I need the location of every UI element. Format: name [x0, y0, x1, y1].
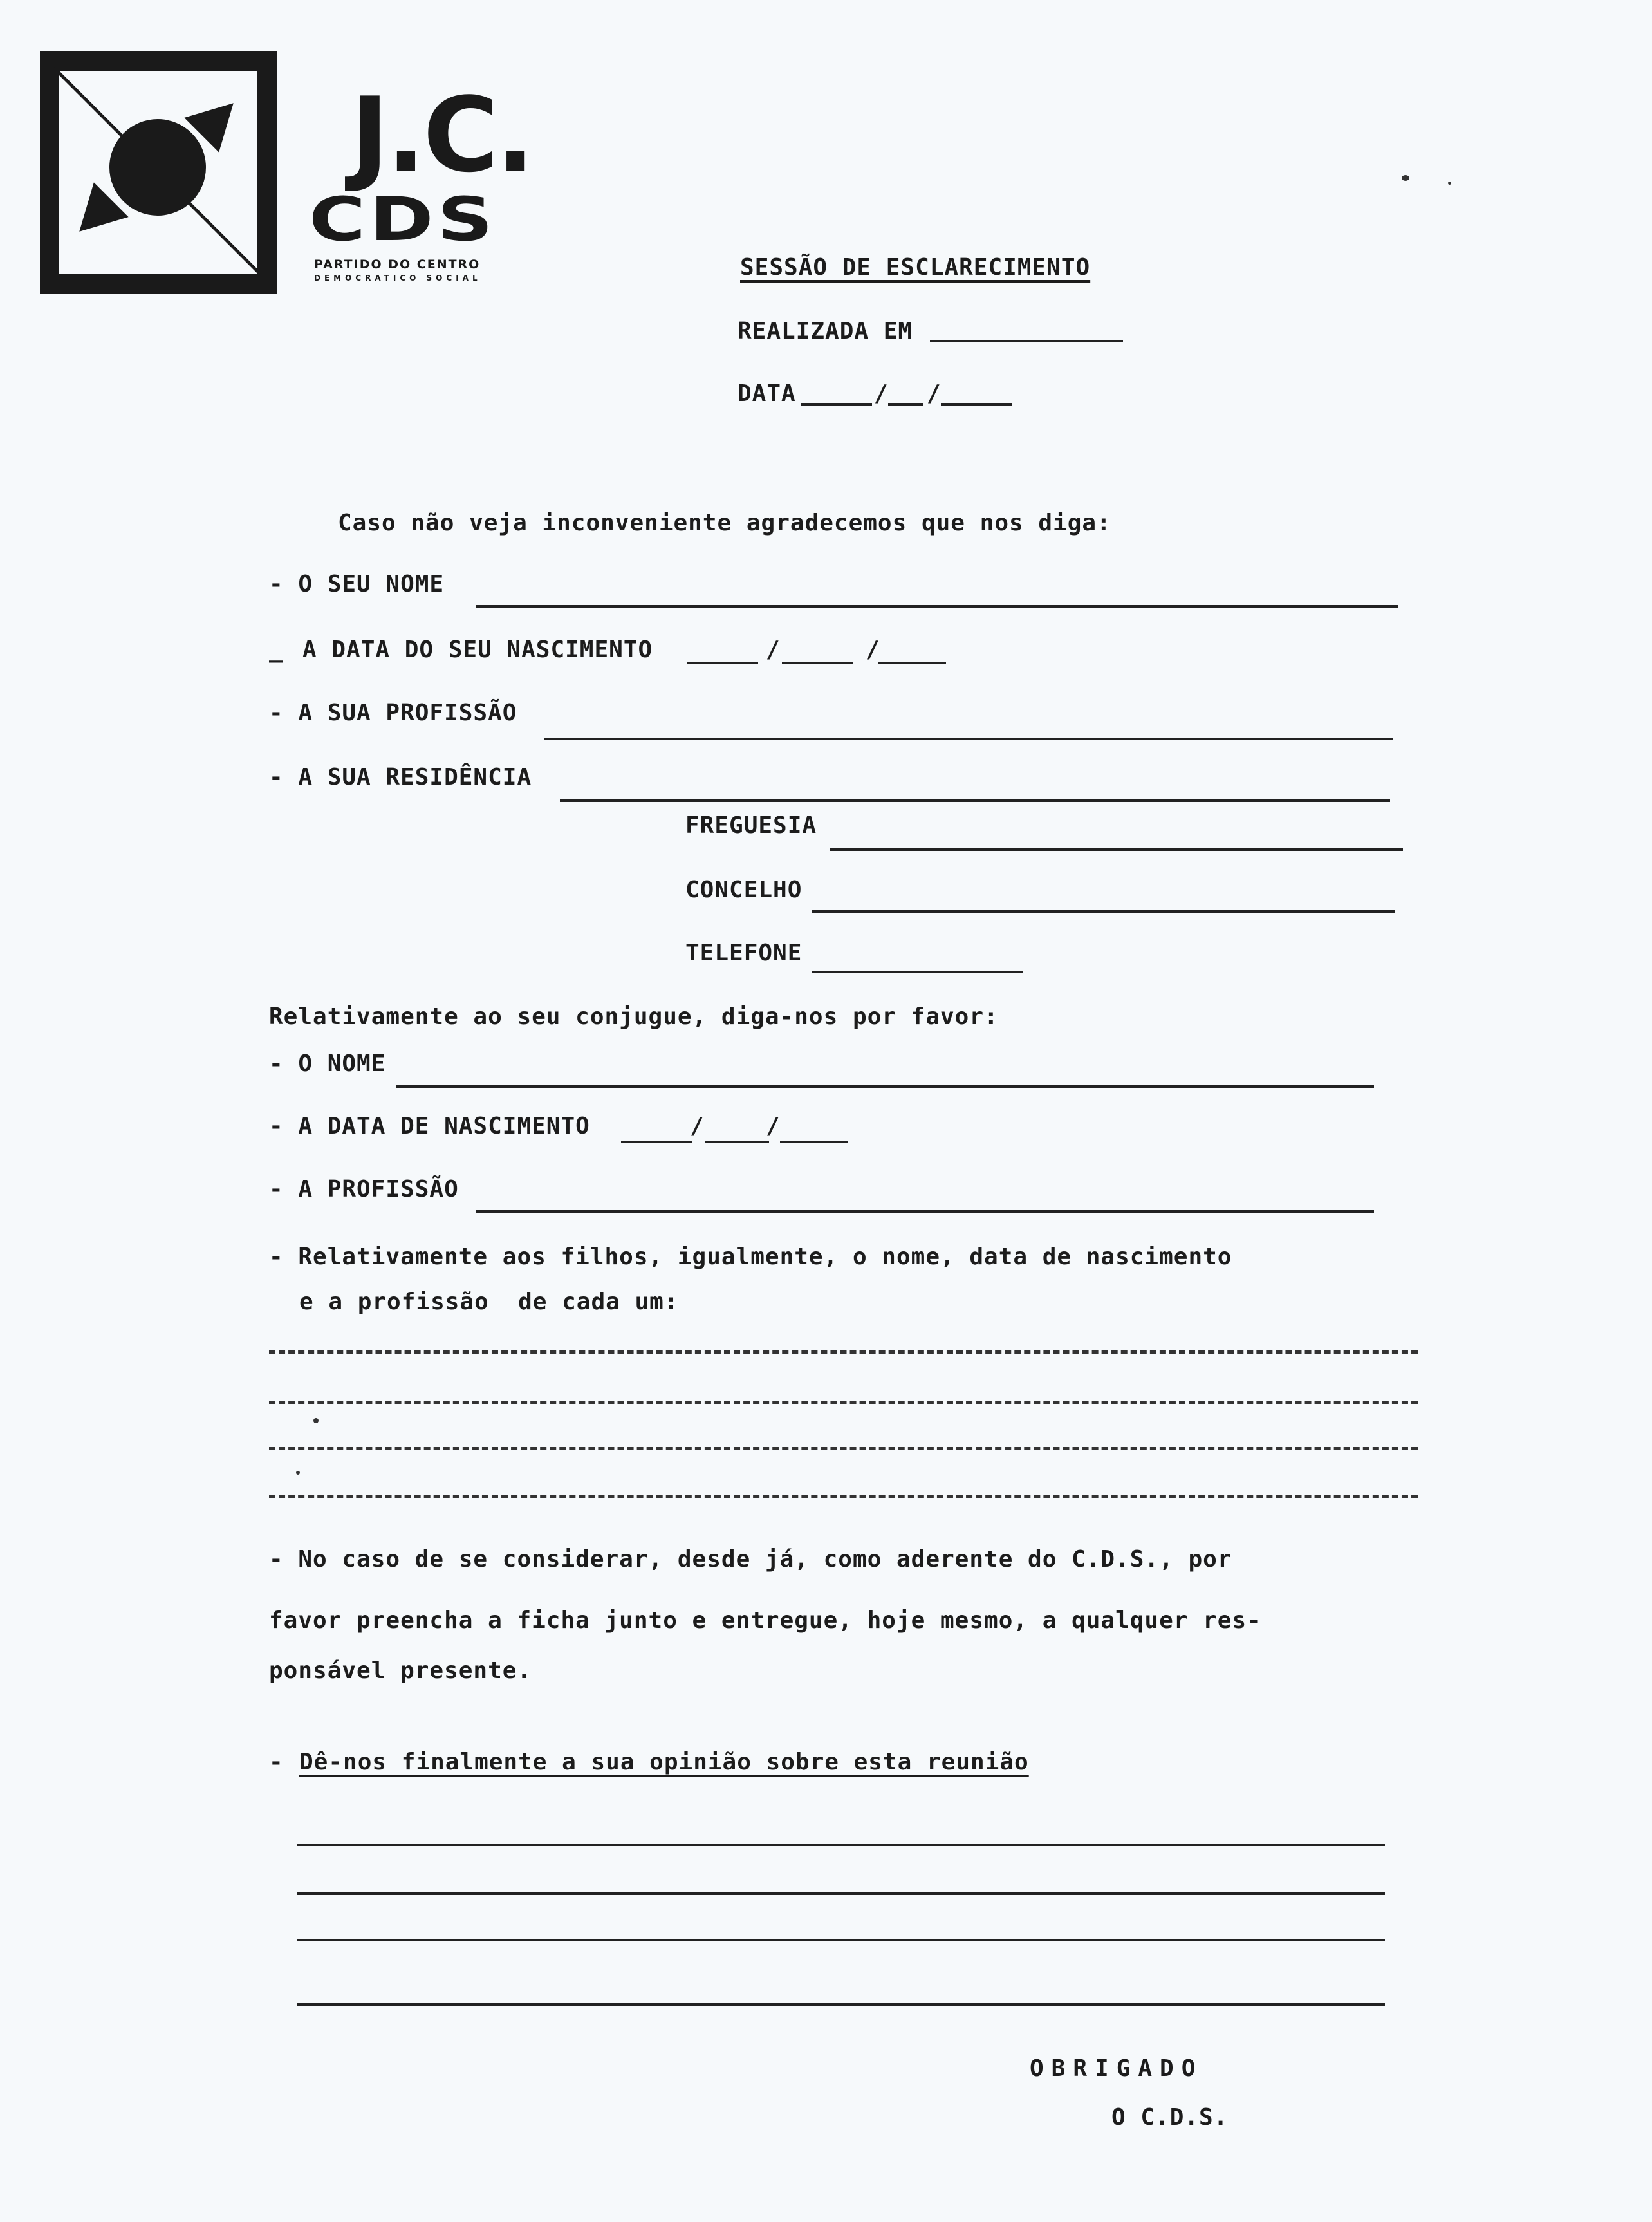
residence-label: - A SUA RESIDÊNCIA — [269, 764, 532, 790]
date-year-field[interactable] — [941, 403, 1012, 406]
signature-text: O C.D.S. — [1111, 2104, 1229, 2131]
held-at-field[interactable] — [930, 340, 1123, 342]
opinion-line-1[interactable] — [297, 1844, 1385, 1846]
council-field[interactable] — [812, 910, 1395, 913]
name-field[interactable] — [476, 605, 1398, 608]
phone-label: TELEFONE — [685, 940, 803, 966]
spouse-profession-label: - A PROFISSÃO — [269, 1176, 459, 1202]
phone-field[interactable] — [812, 971, 1023, 973]
birth-year-field[interactable] — [878, 662, 946, 664]
held-at-label: REALIZADA EM — [738, 318, 913, 344]
logo-ball-icon — [109, 119, 206, 216]
children-line-4[interactable] — [269, 1495, 1418, 1498]
spouse-birth-separator: / — [766, 1113, 781, 1139]
brand-subtitle-1: PARTIDO DO CENTRO — [314, 257, 481, 272]
birth-label: A DATA DO SEU NASCIMENTO — [302, 637, 653, 663]
profession-field[interactable] — [544, 738, 1393, 740]
birth-separator: / — [766, 637, 781, 663]
brand-name: CDS — [309, 185, 497, 255]
opinion-line-3[interactable] — [297, 1939, 1385, 1941]
children-instructions-2: e a profissão de cada um: — [299, 1289, 679, 1315]
brand-initials: J.C. — [351, 75, 533, 195]
children-instructions-1: - Relativamente aos filhos, igualmente, o nome, data de nascimento — [269, 1244, 1232, 1270]
parish-field[interactable] — [830, 848, 1403, 851]
council-label: CONCELHO — [685, 877, 803, 903]
form-title: SESSÃO DE ESCLARECIMENTO — [740, 254, 1091, 281]
thanks-text: OBRIGADO — [1030, 2055, 1203, 2082]
spouse-profession-field[interactable] — [476, 1210, 1374, 1213]
membership-text-3: ponsável presente. — [269, 1657, 532, 1684]
spouse-birth-day-field[interactable] — [621, 1141, 692, 1143]
birth-dash: _ — [269, 637, 284, 663]
opinion-label: Dê-nos finalmente a sua opinião sobre esta reunião — [299, 1749, 1029, 1775]
profession-label: - A SUA PROFISSÃO — [269, 700, 517, 726]
residence-field[interactable] — [560, 799, 1390, 802]
opinion-line-2[interactable] — [297, 1892, 1385, 1895]
children-line-3[interactable] — [269, 1447, 1418, 1450]
spouse-birth-label: - A DATA DE NASCIMENTO — [269, 1113, 590, 1139]
brand-subtitle-2: DEMOCRATICO SOCIAL — [314, 274, 481, 283]
birth-month-field[interactable] — [782, 662, 853, 664]
spouse-birth-month-field[interactable] — [705, 1141, 769, 1143]
date-day-field[interactable] — [801, 403, 872, 406]
paper-speck — [296, 1471, 300, 1475]
paper-speck — [313, 1418, 319, 1423]
membership-text-1: - No caso de se considerar, desde já, como aderente do C.D.S., por — [269, 1546, 1232, 1573]
birth-day-field[interactable] — [687, 662, 758, 664]
paper-speck — [1402, 175, 1409, 181]
date-separator: / — [874, 380, 889, 407]
membership-text-2: favor preencha a ficha junto e entregue, hoje mesmo, a qualquer res- — [269, 1607, 1261, 1634]
spouse-intro: Relativamente ao seu conjugue, diga-nos por favor: — [269, 1004, 999, 1030]
name-label: - O SEU NOME — [269, 571, 445, 597]
date-month-field[interactable] — [888, 403, 923, 406]
spouse-birth-separator: / — [690, 1113, 705, 1139]
intro-text: Caso não veja inconveniente agradecemos que nos diga: — [338, 510, 1111, 536]
children-line-2[interactable] — [269, 1401, 1418, 1404]
parish-label: FREGUESIA — [685, 812, 817, 839]
date-label: DATA — [738, 380, 796, 407]
paper-speck — [1448, 182, 1451, 185]
birth-separator: / — [866, 637, 880, 663]
children-line-1[interactable] — [269, 1350, 1418, 1354]
spouse-name-field[interactable] — [396, 1085, 1374, 1088]
spouse-name-label: - O NOME — [269, 1050, 386, 1077]
opinion-dash: - — [269, 1749, 284, 1775]
date-separator: / — [927, 380, 942, 407]
opinion-line-4[interactable] — [297, 2003, 1385, 2006]
spouse-birth-year-field[interactable] — [780, 1141, 848, 1143]
